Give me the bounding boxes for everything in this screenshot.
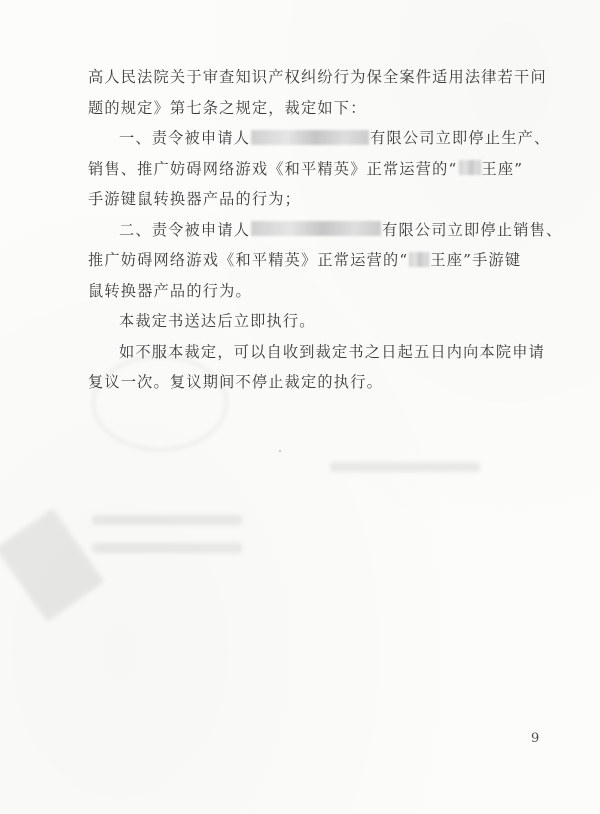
text-line: 鼠转换器产品的行为。 — [88, 281, 252, 300]
redacted-brand — [409, 252, 429, 267]
text-line: 手游键鼠转换器产品的行为； — [88, 190, 302, 208]
speck — [279, 450, 281, 452]
faded-date-mark — [330, 462, 480, 472]
text-line: 如不服本裁定，可以自收到裁定书之日起五日内向本院申请 — [119, 342, 546, 361]
text-fragment: 有限公司立即停止生产、 — [370, 129, 551, 147]
text-fragment: 推广妨碍网络游戏《和平精英》正常运营的“ — [88, 251, 409, 269]
text-line — [88, 123, 556, 154]
text-line: 高人民法院关于审查知识产权纠纷行为保全案件适用法律若干问 — [88, 68, 547, 86]
text-line: 复议一次。复议期间不停止裁定的执行。 — [88, 373, 383, 391]
text-line — [88, 154, 556, 185]
redacted-brand — [459, 160, 481, 175]
text-fragment: 销售、推广妨碍网络游戏《和平精英》正常运营的“ — [88, 159, 458, 178]
text-fragment: 一、责令被申请人 — [119, 129, 251, 147]
text-line — [88, 245, 556, 276]
faded-edge-mark — [0, 508, 104, 622]
text-line: 本裁定书送达后立即执行。 — [119, 312, 316, 330]
text-fragment: 二、责令被申请人 — [119, 220, 251, 239]
redacted-name — [251, 130, 369, 145]
ruling-text — [88, 62, 563, 398]
faded-signature-line — [92, 543, 242, 553]
text-line: 题的规定》第七条之规定，裁定如下： — [88, 98, 367, 117]
text-fragment: 王座”手游键 — [430, 251, 522, 269]
text-fragment: 王座” — [481, 159, 524, 178]
page-number: 9 — [531, 731, 540, 746]
text-fragment: 有限公司立即停止销售、 — [382, 220, 563, 239]
text-line — [88, 215, 563, 246]
redacted-name — [251, 221, 381, 236]
faded-signature-line — [92, 515, 242, 525]
